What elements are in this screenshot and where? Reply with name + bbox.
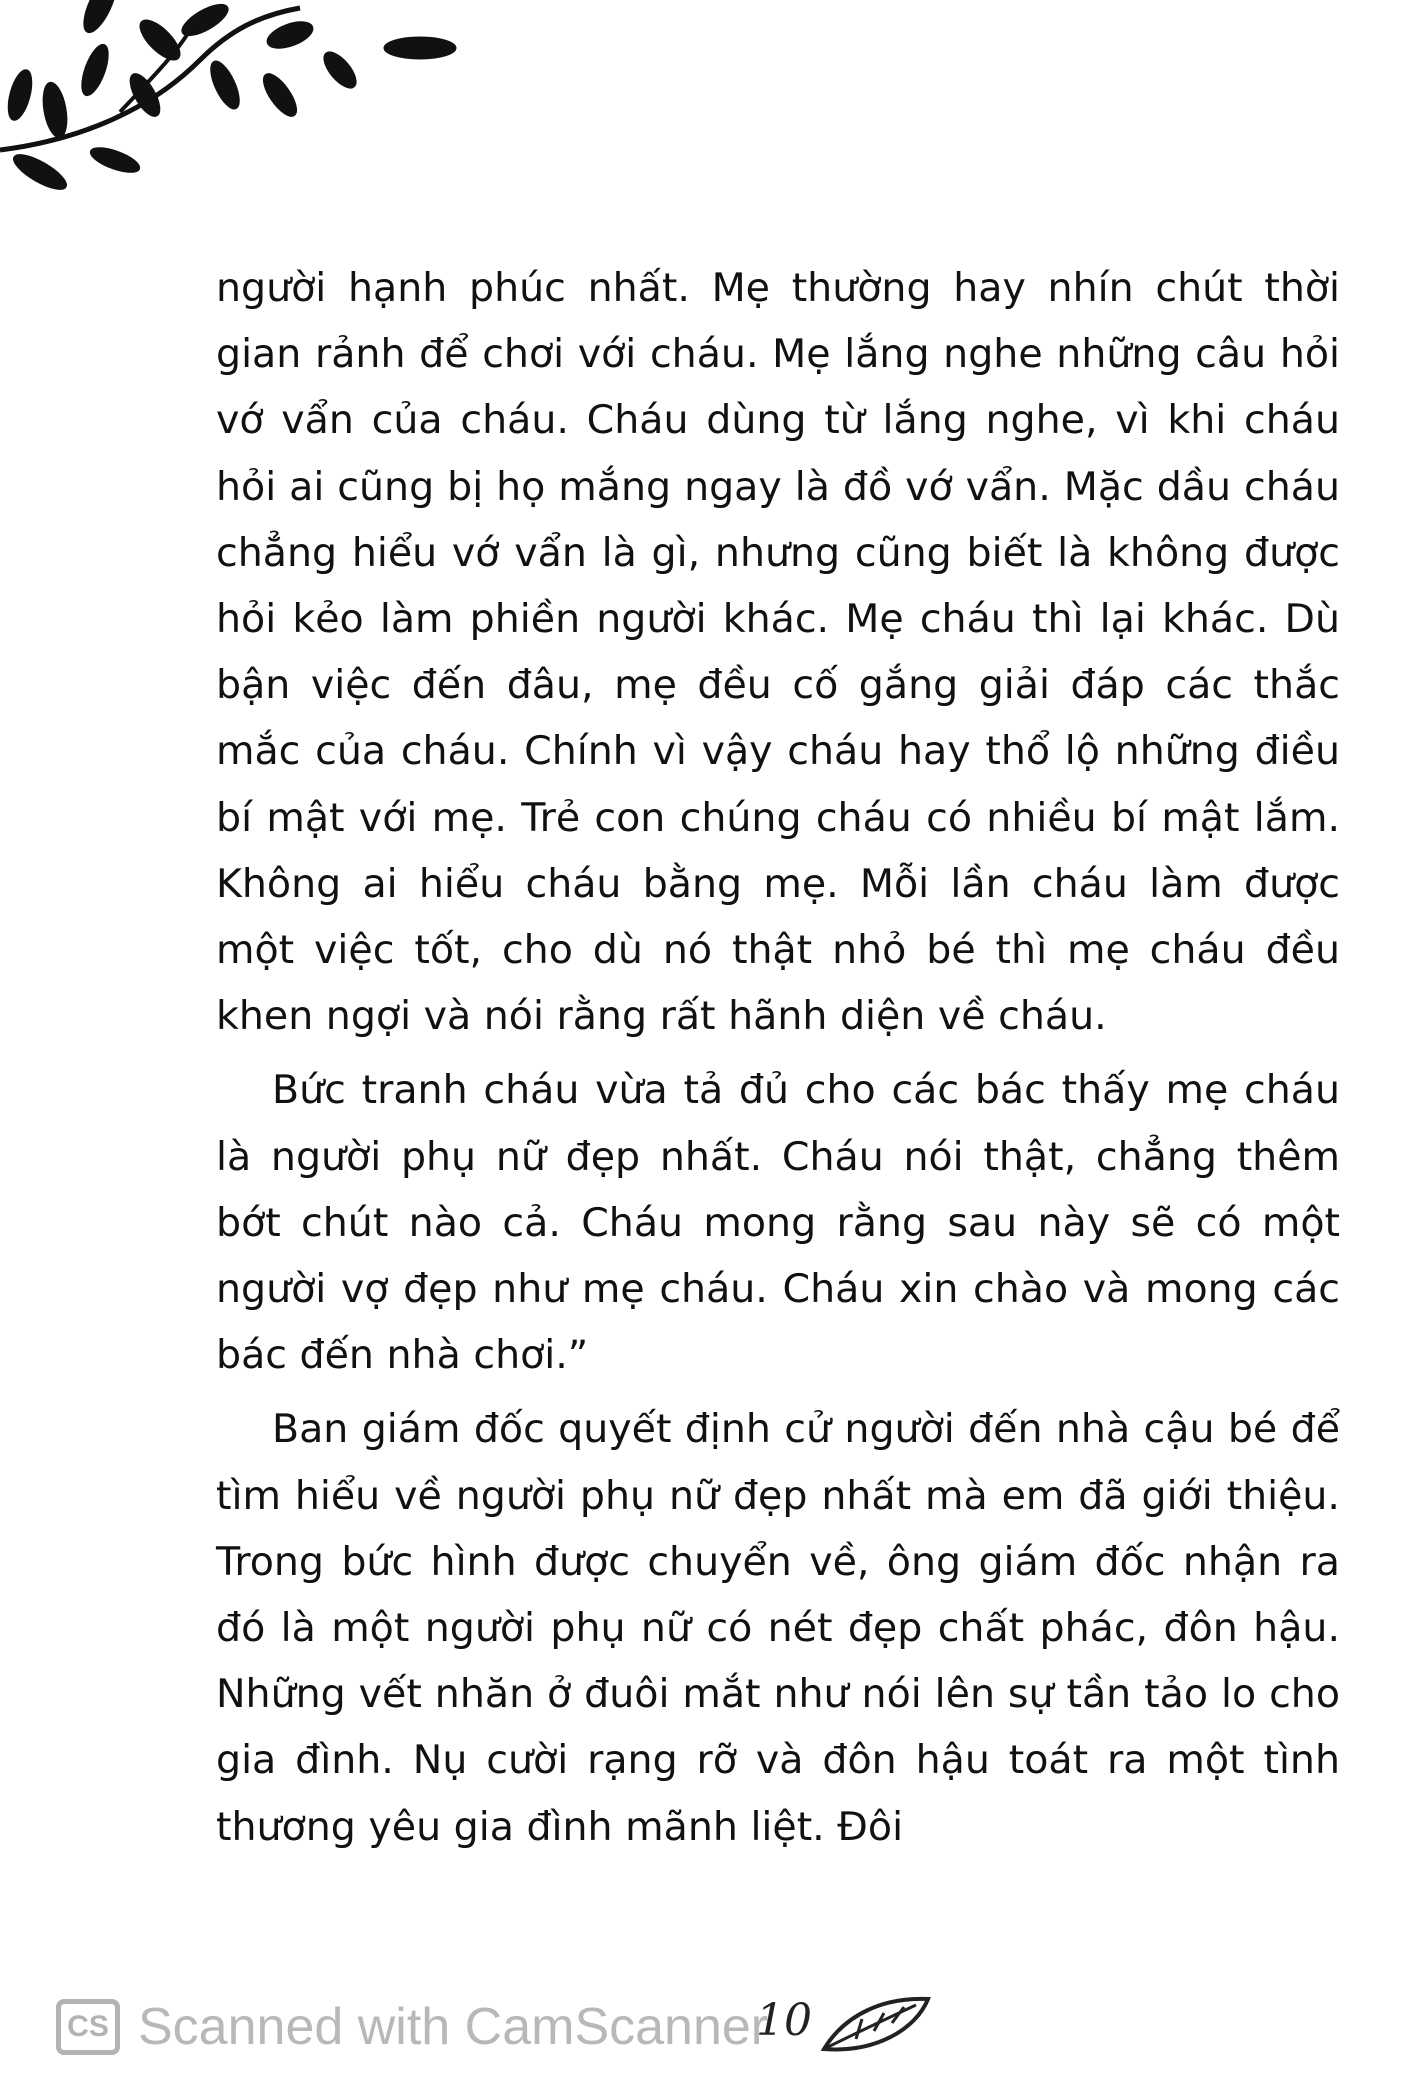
paragraph-3: Ban giám đốc quyết định cử người đến nhà cậu bé để tìm hiểu về người phụ nữ đẹp nhất mà em đã giới thiệu. Trong bức hình được chuyển về, ông giám đốc nhận ra đó là một người phụ nữ có nét đẹp chất phác, đôn hậu. Những vết nhăn ở đuôi mắt như nói lên sự tần tảo lo cho gia đình. Nụ cười rạng rỡ và đôn hậu toát ra một tình thương yêu gia đình mãnh liệt. Đôi bbox=[216, 1406, 1340, 1850]
scanner-watermark: Scanned with CamScanner bbox=[138, 1998, 769, 2056]
leafy-branch-ornament-icon bbox=[0, 0, 470, 215]
page-footer bbox=[56, 1985, 1356, 2065]
body-text bbox=[216, 255, 1340, 1860]
leaf-icon bbox=[816, 1993, 936, 2057]
camscanner-logo-icon: CS bbox=[56, 1999, 120, 2055]
paragraph-2: Bức tranh cháu vừa tả đủ cho các bác thấy mẹ cháu là người phụ nữ đẹp nhất. Cháu nói thật, chẳng thêm bớt chút nào cả. Cháu mong rằng sau này sẽ có một người vợ đẹp như mẹ cháu. Cháu xin chào và mong các bác đến nhà chơi.” bbox=[216, 1067, 1340, 1379]
page-number: 10 bbox=[756, 1995, 812, 2046]
paragraph-1: người hạnh phúc nhất. Mẹ thường hay nhín chút thời gian rảnh để chơi với cháu. Mẹ lắng nghe những câu hỏi vớ vẩn của cháu. Cháu dùng từ lắng nghe, vì khi cháu hỏi ai cũng bị họ mắng ngay là đồ vớ vẩn. Mặc dầu cháu chẳng hiểu vớ vẩn là gì, nhưng cũng biết là không được hỏi kẻo làm phiền người khác. Mẹ cháu thì lại khác. Dù bận việc đến đâu, mẹ đều cố gắng giải đáp các thắc mắc của cháu. Chính vì vậy cháu hay thổ lộ những điều bí mật với mẹ. Trẻ con chúng cháu có nhiều bí mật lắm. Không ai hiểu cháu bằng mẹ. Mỗi lần cháu làm được một việc tốt, cho dù nó thật nhỏ bé thì mẹ cháu đều khen ngợi và nói rằng rất hãnh diện về cháu. bbox=[216, 265, 1340, 1040]
